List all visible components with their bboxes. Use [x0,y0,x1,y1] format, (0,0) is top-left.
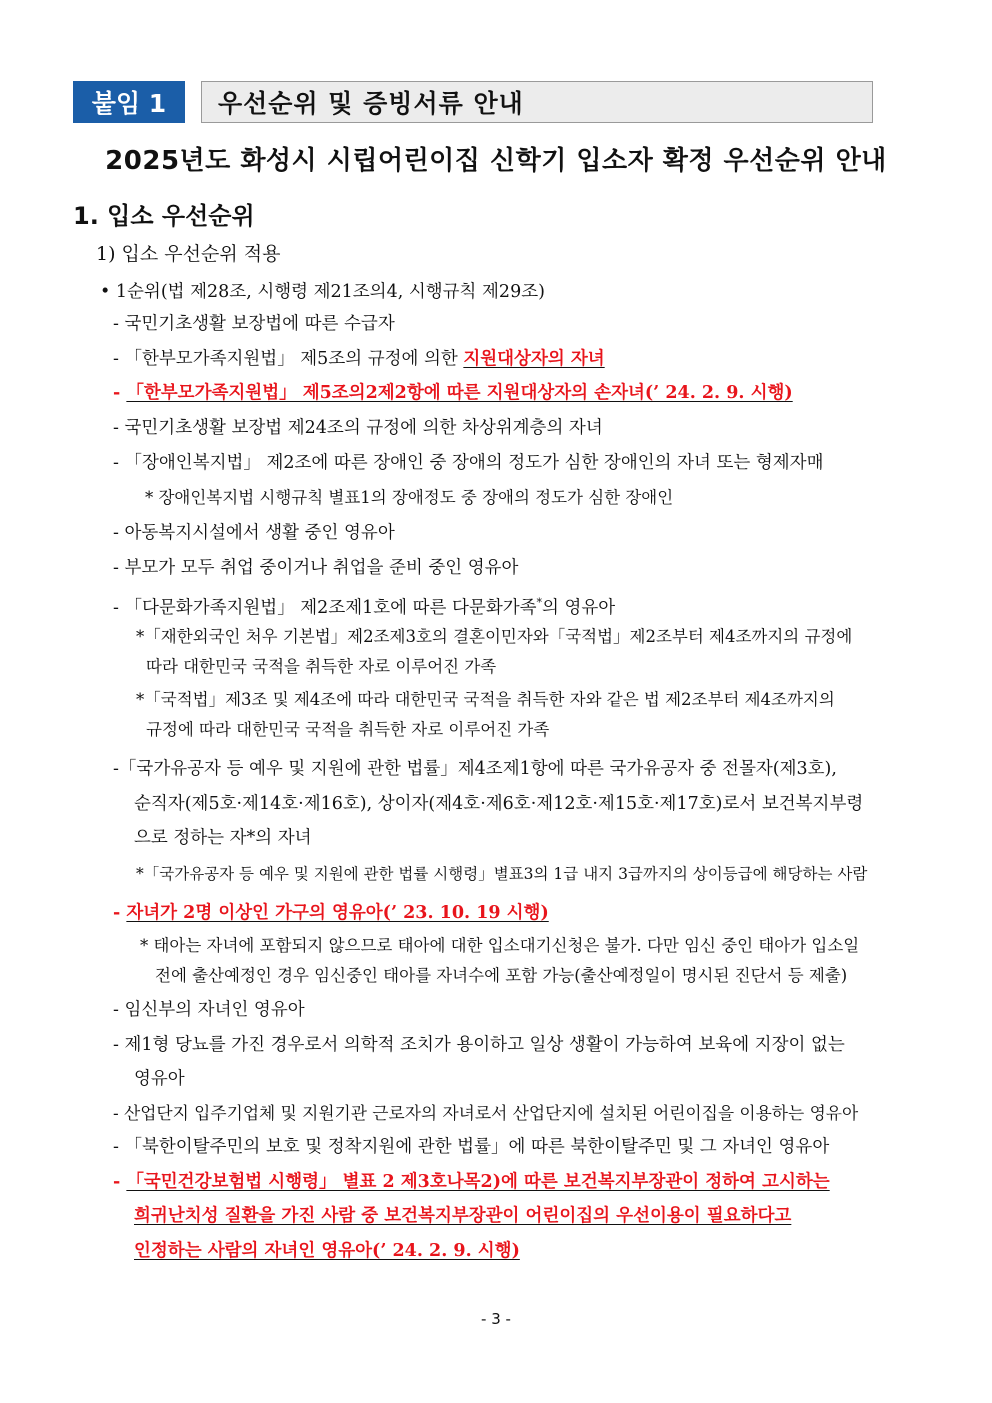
item-national-merit-2: 순직자(제5호·제14호·제16호), 상이자(제4호·제6호·제12호·제15호·제17호)로서 보건복지부령 [134,794,864,814]
item-basic-livelihood: - 국민기초생활 보장법에 따른 수급자 [113,314,395,334]
page-number: - 3 - [481,1310,511,1328]
note-multicultural-2a: *「국적법」제3조 및 제4조에 따라 대한민국 국적을 취득한 자와 같은 법 제2조부터 제4조까지의 [136,690,835,709]
item-single-parent-grandchild: - 「한부모가족지원법」 제5조의2제2항에 따른 지원대상자의 손자녀(’ 24. 2. 9. 시행) [113,383,793,403]
item-rare-disease-2: 희귀난치성 질환을 가진 사람 중 보건복지부장관이 어린이집의 우선이용이 필요하다고 [134,1206,792,1226]
document-title: 2025년도 화성시 시립어린이집 신학기 입소자 확정 우선순위 안내 [105,146,887,176]
item-multi-child: - 자녀가 2명 이상인 가구의 영유아(’ 23. 10. 19 시행) [113,903,549,923]
subsection-title: 1) 입소 우선순위 적용 [96,243,281,265]
item-multicultural: - 「다문화가족지원법」 제2조제1호에 따른 다문화가족*의 영유아 [113,596,616,618]
attachment-header [73,81,873,123]
item-working-parents: - 부모가 모두 취업 중이거나 취업을 준비 중인 영유아 [113,558,519,578]
rank1-heading: • 1순위(법 제28조, 시행령 제21조의4, 시행규칙 제29조) [100,282,545,302]
item-near-poverty: - 국민기초생활 보장법 제24조의 규정에 의한 차상위계층의 자녀 [113,418,603,438]
attachment-title: 우선순위 및 증빙서류 안내 [201,81,873,123]
item-diabetes-1: - 제1형 당뇨를 가진 경우로서 의학적 조치가 용이하고 일상 생활이 가능하여 보육에 지장이 없는 [113,1035,845,1055]
item-diabetes-2: 영유아 [134,1069,185,1089]
item-national-merit-3: 으로 정하는 자*의 자녀 [134,828,312,848]
item-north-korean-defector: - 「북한이탈주민의 보호 및 정착지원에 관한 법률」에 따른 북한이탈주민 및 그 자녀인 영유아 [113,1137,830,1157]
item-rare-disease-1: - 「국민건강보험법 시행령」 별표 2 제3호나목2)에 따른 보건복지부장관이 정하여 고시하는 [113,1172,830,1192]
note-multicultural-2b: 규정에 따라 대한민국 국적을 취득한 자로 이루어진 가족 [146,720,550,739]
item-rare-disease-3: 인정하는 사람의 자녀인 영유아(’ 24. 2. 9. 시행) [134,1241,520,1261]
note-multicultural-1a: *「재한외국인 처우 기본법」제2조제3호의 결혼이민자와「국적법」제2조부터 제4조까지의 규정에 [136,627,853,646]
item-national-merit-1: -「국가유공자 등 예우 및 지원에 관한 법률」제4조제1항에 따른 국가유공자 중 전몰자(제3호), [113,759,837,779]
note-national-merit: *「국가유공자 등 예우 및 지원에 관한 법률 시행령」별표3의 1급 내지 3급까지의 상이등급에 해당하는 사람 [136,865,868,883]
note-disability: * 장애인복지법 시행규칙 별표1의 장애정도 중 장애의 정도가 심한 장애인 [145,488,674,507]
item-welfare-facility: - 아동복지시설에서 생활 중인 영유아 [113,523,395,543]
item-industrial-complex: - 산업단지 입주기업체 및 지원기관 근로자의 자녀로서 산업단지에 설치된 어린이집을 이용하는 영유아 [113,1103,859,1123]
item-single-parent: - 「한부모가족지원법」 제5조의 규정에 의한 지원대상자의 자녀 [113,349,605,369]
item-pregnant: - 임신부의 자녀인 영유아 [113,1000,305,1020]
note-fetus-2: 전에 출산예정인 경우 임신중인 태아를 자녀수에 포함 가능(출산예정일이 명시된 진단서 등 제출) [155,966,848,985]
note-fetus-1: * 태아는 자녀에 포함되지 않으므로 태아에 대한 입소대기신청은 불가. 다만 임신 중인 태아가 입소일 [140,936,860,955]
note-multicultural-1b: 따라 대한민국 국적을 취득한 자로 이루어진 가족 [146,657,497,676]
item-disability: - 「장애인복지법」 제2조에 따른 장애인 중 장애의 정도가 심한 장애인의 자녀 또는 형제자매 [113,453,824,473]
section-title: 1. 입소 우선순위 [73,202,255,230]
attachment-tag: 붙임 1 [73,81,185,123]
